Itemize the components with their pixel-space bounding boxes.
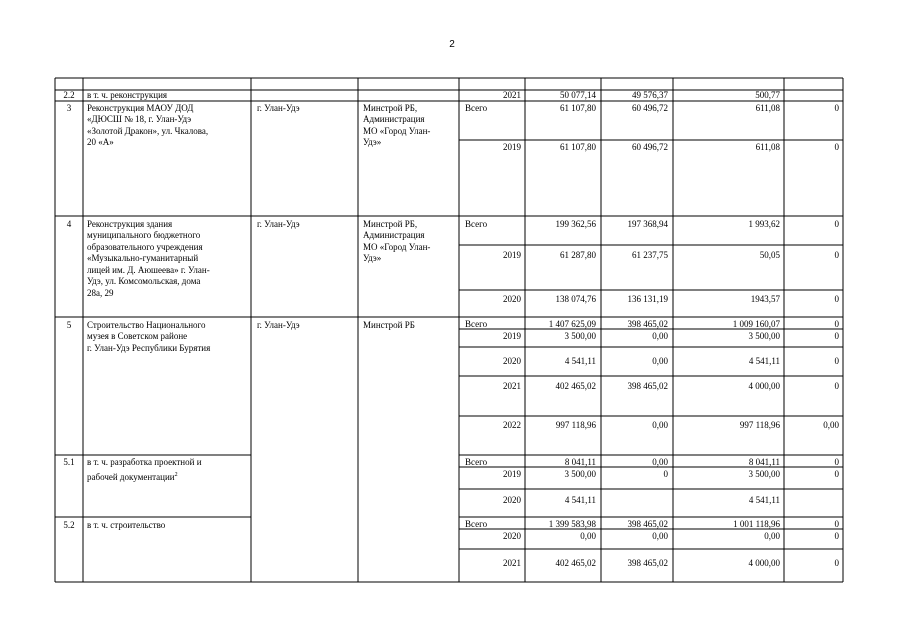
total-amount: 997 118,96 — [555, 420, 596, 430]
year: 2019 — [503, 250, 521, 260]
regional-amount: 4 000,00 — [748, 558, 780, 568]
row-name-line — [87, 470, 178, 483]
federal-amount: 60 496,72 — [632, 142, 668, 152]
federal-amount: 0,00 — [652, 331, 668, 341]
federal-amount: 136 131,19 — [627, 294, 668, 304]
row-name-text: рабочей документации — [87, 472, 175, 482]
year: 2021 — [503, 381, 521, 391]
federal-amount: 49 576,37 — [632, 90, 668, 100]
ministry-line: МО «Город Улан- — [363, 126, 431, 136]
federal-amount: 398 465,02 — [627, 519, 668, 529]
regional-amount: 50,05 — [759, 250, 780, 260]
other-amount: 0 — [834, 457, 839, 467]
total-amount: 50 077,14 — [560, 90, 596, 100]
year: 2019 — [503, 469, 521, 479]
regional-amount: 3 500,00 — [748, 331, 780, 341]
total-amount: 402 465,02 — [555, 558, 596, 568]
year: 2020 — [503, 356, 521, 366]
regional-amount: 611,08 — [755, 142, 780, 152]
other-amount: 0 — [834, 103, 839, 113]
other-amount: 0 — [834, 558, 839, 568]
federal-amount: 197 368,94 — [627, 219, 668, 229]
other-amount: 0,00 — [823, 420, 839, 430]
row-name-line: 20 «А» — [87, 137, 114, 147]
other-amount: 0 — [834, 142, 839, 152]
row-name-line: «Музыкально-гуманитарный — [87, 253, 199, 263]
year: Всего — [465, 319, 488, 329]
row-name-line: г. Улан-Удэ Республики Бурятия — [87, 343, 211, 353]
row-name-line: муниципального бюджетного — [87, 230, 201, 240]
total-amount: 199 362,56 — [555, 219, 596, 229]
page-number: 2 — [449, 39, 455, 50]
federal-amount: 0,00 — [652, 420, 668, 430]
total-amount: 3 500,00 — [564, 469, 596, 479]
total-amount: 4 541,11 — [564, 356, 596, 366]
federal-amount: 398 465,02 — [627, 381, 668, 391]
row-name-line: Удэ, ул. Комсомольская, дома — [87, 276, 201, 286]
other-amount: 0 — [834, 469, 839, 479]
other-amount: 0 — [834, 381, 839, 391]
row-name-line: лицей им. Д. Аюшеева» г. Улан- — [87, 265, 210, 275]
other-amount: 0 — [834, 250, 839, 260]
total-amount: 61 107,80 — [560, 142, 596, 152]
row-name-line: в т. ч. разработка проектной и — [87, 457, 202, 467]
federal-amount: 61 237,75 — [632, 250, 668, 260]
regional-amount: 997 118,96 — [739, 420, 780, 430]
ministry-line: Удэ» — [363, 253, 382, 263]
regional-amount: 4 541,11 — [748, 495, 780, 505]
federal-amount: 0 — [663, 469, 668, 479]
row-name-line: Реконструкция МАОУ ДОД — [87, 103, 194, 113]
other-amount: 0 — [834, 356, 839, 366]
year: Всего — [465, 457, 488, 467]
ministry-line: Администрация — [363, 114, 425, 124]
total-amount: 8 041,11 — [564, 457, 596, 467]
year: Всего — [465, 219, 488, 229]
row-number: 5.1 — [63, 457, 75, 467]
regional-amount: 500,77 — [755, 90, 780, 100]
total-amount: 4 541,11 — [564, 495, 596, 505]
year: 2020 — [503, 531, 521, 541]
regional-amount: 3 500,00 — [748, 469, 780, 479]
federal-amount: 0,00 — [652, 457, 668, 467]
federal-amount: 0,00 — [652, 531, 668, 541]
total-amount: 138 074,76 — [555, 294, 596, 304]
ministry-line: Администрация — [363, 230, 425, 240]
regional-amount: 0,00 — [764, 531, 780, 541]
ministry-line: Удэ» — [363, 137, 382, 147]
other-amount: 0 — [834, 519, 839, 529]
other-amount: 0 — [834, 331, 839, 341]
ministry-line: МО «Город Улан- — [363, 242, 431, 252]
total-amount: 402 465,02 — [555, 381, 596, 391]
total-amount: 3 500,00 — [564, 331, 596, 341]
place: г. Улан-Удэ — [257, 103, 300, 113]
row-number: 4 — [66, 219, 72, 229]
place: г. Улан-Удэ — [257, 320, 300, 330]
other-amount: 0 — [834, 531, 839, 541]
regional-amount: 1 001 118,96 — [733, 519, 780, 529]
total-amount: 61 107,80 — [560, 103, 596, 113]
row-name-line: Строительство Национального — [87, 320, 206, 330]
total-amount: 61 287,80 — [560, 250, 596, 260]
year: 2019 — [503, 331, 521, 341]
row-name-line: «Золотой Дракон», ул. Чкалова, — [87, 126, 209, 136]
regional-amount: 1943,57 — [750, 294, 780, 304]
row-name-line: образовательного учреждения — [87, 242, 203, 252]
federal-amount: 0,00 — [652, 356, 668, 366]
regional-amount: 8 041,11 — [748, 457, 780, 467]
other-amount: 0 — [834, 319, 839, 329]
row-number: 5 — [66, 320, 72, 330]
other-amount: 0 — [834, 294, 839, 304]
year: 2020 — [503, 495, 521, 505]
row-name-line: «ДЮСШ № 18, г. Улан-Удэ — [87, 114, 192, 124]
year: 2019 — [503, 142, 521, 152]
regional-amount: 1 009 160,07 — [732, 319, 780, 329]
year: 2021 — [503, 90, 521, 100]
other-amount: 0 — [834, 219, 839, 229]
row-name-line: Реконструкция здания — [87, 219, 173, 229]
ministry-line: Минстрой РБ, — [363, 103, 418, 113]
regional-amount: 4 541,11 — [748, 356, 780, 366]
row-name-line: музея в Советском районе — [87, 331, 188, 341]
total-amount: 1 407 625,09 — [548, 319, 596, 329]
total-amount: 1 399 583,98 — [548, 519, 596, 529]
row-name-line: 28а, 29 — [87, 288, 114, 298]
year: 2021 — [503, 558, 521, 568]
regional-amount: 4 000,00 — [748, 381, 780, 391]
row-name: в т. ч. строительство — [87, 520, 166, 530]
total-amount: 0,00 — [580, 531, 596, 541]
federal-amount: 60 496,72 — [632, 103, 668, 113]
regional-amount: 1 993,62 — [748, 219, 780, 229]
year: 2022 — [503, 420, 521, 430]
row-name: в т. ч. реконструкция — [87, 90, 168, 100]
federal-amount: 398 465,02 — [627, 558, 668, 568]
row-number: 5.2 — [63, 520, 75, 530]
year: Всего — [465, 103, 488, 113]
row-number: 3 — [66, 103, 72, 113]
federal-amount: 398 465,02 — [627, 319, 668, 329]
ministry: Минстрой РБ — [363, 320, 415, 330]
year: 2020 — [503, 294, 521, 304]
place: г. Улан-Удэ — [257, 219, 300, 229]
row-number: 2.2 — [63, 90, 75, 100]
regional-amount: 611,08 — [755, 103, 780, 113]
footnote-mark: 2 — [174, 472, 178, 478]
ministry-line: Минстрой РБ, — [363, 219, 418, 229]
year: Всего — [465, 519, 488, 529]
